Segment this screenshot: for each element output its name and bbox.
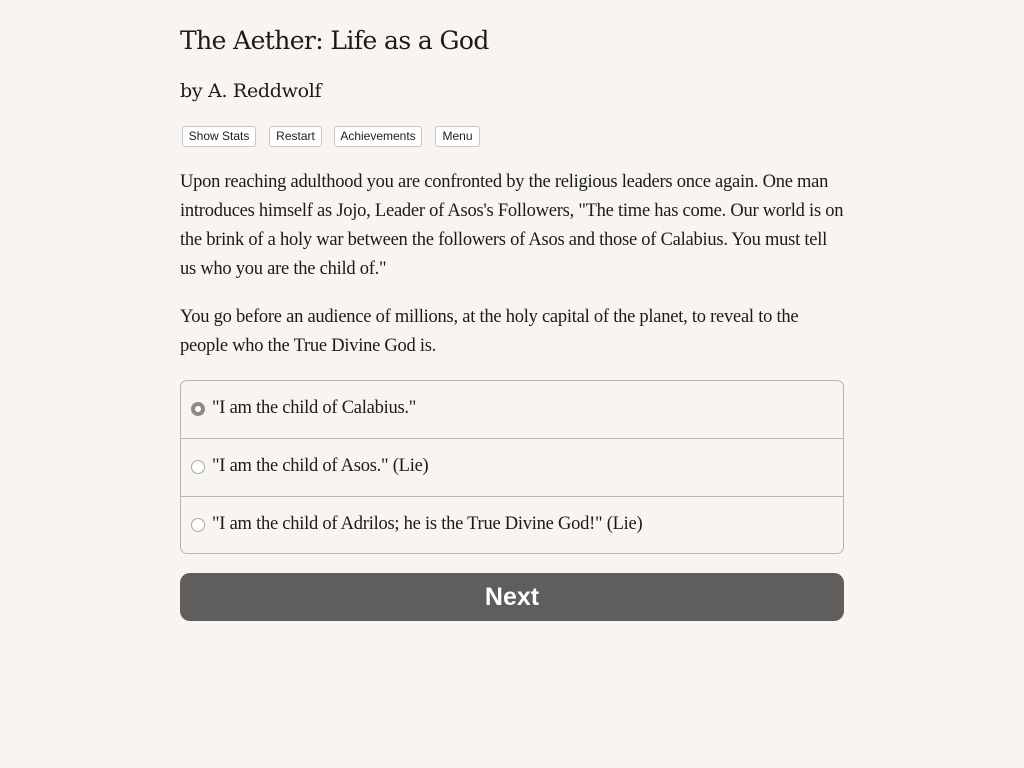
achievements-button[interactable]: Achievements bbox=[334, 126, 422, 147]
choice-option-adrilos[interactable] bbox=[181, 496, 843, 553]
choice-option-calabius[interactable] bbox=[181, 381, 843, 438]
restart-button[interactable]: Restart bbox=[269, 126, 322, 147]
choice-label: "I am the child of Asos." (Lie) bbox=[212, 456, 429, 476]
story-text bbox=[180, 168, 844, 380]
menu-button[interactable]: Menu bbox=[435, 126, 480, 147]
choice-label: "I am the child of Adrilos; he is the True Divine God!" (Lie) bbox=[212, 514, 643, 534]
choice-option-asos[interactable] bbox=[181, 438, 843, 495]
choice-list bbox=[180, 380, 844, 554]
story-paragraph: Upon reaching adulthood you are confronted by the religious leaders once again. One man introduces himself as Jojo, Leader of Asos's Followers, "The time has come. Our world is on the brink of a holy war between the followers of Asos and those of Calabius. You must tell us who you are the child of." bbox=[180, 172, 844, 279]
choice-radio[interactable] bbox=[191, 518, 205, 532]
show-stats-button[interactable]: Show Stats bbox=[182, 126, 256, 147]
author-byline: by A. Reddwolf bbox=[180, 80, 322, 102]
next-button[interactable]: Next bbox=[180, 573, 844, 621]
story-paragraph: You go before an audience of millions, at the holy capital of the planet, to reveal to the people who the True Divine God is. bbox=[180, 307, 799, 356]
choice-radio[interactable] bbox=[191, 460, 205, 474]
choice-radio[interactable] bbox=[191, 402, 205, 416]
choice-label: "I am the child of Calabius." bbox=[212, 398, 417, 418]
game-title: The Aether: Life as a God bbox=[180, 26, 489, 55]
